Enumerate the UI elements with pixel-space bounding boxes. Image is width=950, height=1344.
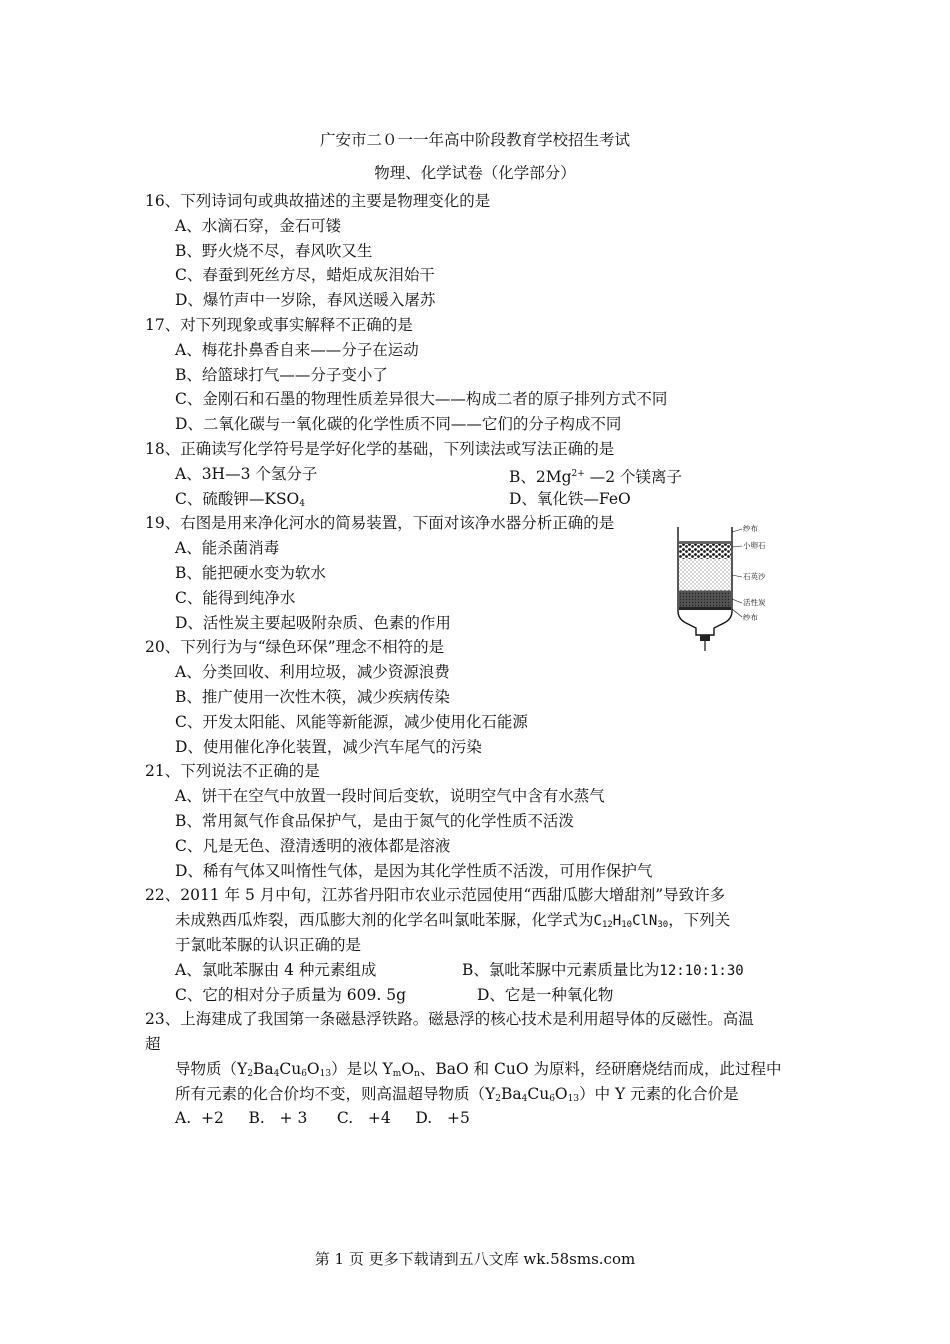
question-17-stem: 17、对下列现象或事实解释不正确的是 <box>145 315 413 334</box>
question-16-option-b: B、野火烧不尽，春风吹又生 <box>175 241 373 260</box>
question-23-stem-line-1: 23、上海建成了我国第一条磁悬浮铁路。磁悬浮的核心技术是利用超导体的反磁性。高温 <box>145 1010 754 1029</box>
question-23-options: A. +2 B. + 3 C. +4 D. +5 <box>175 1109 470 1128</box>
formula-subscript: 10 <box>621 920 633 931</box>
question-18-option-b <box>509 462 682 487</box>
question-20-option-a: A、分类回收、利用垃圾，减少资源浪费 <box>175 663 450 682</box>
formula-subscript: 6 <box>549 1093 555 1104</box>
formula-subscript: 13 <box>567 1093 580 1104</box>
question-21-stem: 21、下列说法不正确的是 <box>145 762 320 781</box>
question-22-stem-line-3: 于氯吡苯脲的认识正确的是 <box>175 935 362 954</box>
formula-subscript: 13 <box>319 1068 332 1079</box>
stem-text: 所有元素的化合价均不变，则高温超导物质（Y <box>175 1084 496 1103</box>
question-18-options-row-1 <box>145 462 805 487</box>
question-17-option-a: A、梅花扑鼻香自来——分子在运动 <box>175 340 419 359</box>
question-20-option-b: B、推广使用一次性木筷，减少疾病传染 <box>175 687 450 706</box>
question-21-option-c: C、凡是无色、澄清透明的液体都是溶液 <box>175 836 451 855</box>
question-21-option-d: D、稀有气体又叫惰性气体，是因为其化学性质不活泼，可用作保护气 <box>175 861 653 880</box>
question-23-stem-line-3 <box>145 1057 805 1082</box>
question-19-option-d: D、活性炭主要起吸附杂质、色素的作用 <box>175 613 451 632</box>
formula-subscript: 4 <box>299 498 305 509</box>
formula-cu: Cu <box>279 1059 302 1078</box>
stem-text: 、BaO 和 CuO 为原料，经研磨烧结而成，此过程中 <box>419 1059 782 1078</box>
stem-text: ）中 Y 元素的化合价是 <box>579 1084 739 1103</box>
question-22-option-d: D、它是一种氧化物 <box>477 985 614 1004</box>
formula-h: H <box>612 913 622 930</box>
page-title: 广安市二０一一年高中阶段教育学校招生考试 <box>319 131 630 149</box>
bottle-nozzle <box>700 635 710 641</box>
question-22-option-a: A、氯吡苯脲由 4 种元素组成 <box>175 960 377 979</box>
question-17-option-b: B、给篮球打气——分子变小了 <box>175 365 388 384</box>
question-19-stem: 19、右图是用来净化河水的简易装置，下面对该净水器分析正确的是 <box>145 514 615 533</box>
water-purifier-figure <box>670 523 780 653</box>
stem-text: 导物质（Y <box>175 1059 248 1078</box>
question-16-option-c: C、春蚕到死丝方尽，蜡炬成灰泪始干 <box>175 266 435 285</box>
question-22-option-b <box>462 958 744 983</box>
question-18-option-d: D、氧化铁—FeO <box>509 489 631 508</box>
formula-subscript: m <box>392 1068 402 1079</box>
question-22-stem-line-2 <box>145 908 805 933</box>
question-20-stem: 20、下列行为与“绿色环保”理念不相符的是 <box>145 638 445 657</box>
formula-o: O <box>401 1059 415 1078</box>
question-21-option-b: B、常用氮气作食品保护气，是由于氮气的化学性质不活泼 <box>175 811 574 830</box>
figure-label-pebbles: 小卵石 <box>743 541 766 550</box>
question-22-stem-line-1: 22、2011 年 5 月中旬，江苏省丹阳市农业示范园使用“西甜瓜膨大增甜剂”导致许多 <box>145 886 726 905</box>
formula-cu: Cu <box>527 1084 550 1103</box>
question-19-option-b: B、能把硬水变为软水 <box>175 563 326 582</box>
stem-text: 未成熟西瓜炸裂，西瓜膨大剂的化学名叫氯吡苯脲，化学式为 <box>175 911 594 930</box>
question-18-option-c <box>175 487 509 512</box>
formula-subscript: 4 <box>521 1093 528 1104</box>
charge-superscript: 2+ <box>571 468 585 479</box>
formula-o: O <box>554 1084 568 1103</box>
formula-ba: Ba <box>500 1084 522 1103</box>
figure-label-sand: 石英沙 <box>743 572 766 581</box>
formula-subscript: 2 <box>495 1093 501 1104</box>
gauze-top-layer <box>679 541 731 544</box>
question-19-option-a: A、能杀菌消毒 <box>175 539 280 558</box>
question-19-option-c: C、能得到纯净水 <box>175 588 296 607</box>
question-18-options-row-2 <box>145 487 805 512</box>
page-subtitle: 物理、化学试卷（化学部分） <box>374 164 576 182</box>
question-22-options-row-2 <box>145 983 805 1008</box>
question-list <box>145 189 805 1131</box>
question-20-option-c: C、开发太阳能、风能等新能源，减少使用化石能源 <box>175 712 528 731</box>
question-16-option-a: A、水滴石穿，金石可镂 <box>175 216 342 235</box>
formula-subscript: 6 <box>301 1068 307 1079</box>
formula-subscript: 30 <box>657 920 669 931</box>
stem-text: ）是以 Y <box>331 1059 393 1078</box>
sand-layer <box>679 559 731 591</box>
formula-ba: Ba <box>252 1059 274 1078</box>
question-16-option-d: D、爆竹声中一岁除，春风送暖入屠苏 <box>175 291 436 310</box>
gauze-bottom-layer <box>679 607 731 610</box>
stem-text: ，下列关 <box>668 911 731 930</box>
mass-ratio: 12:10:1:30 <box>659 962 744 979</box>
option-b-text: B、氯吡苯脲中元素质量比为 <box>462 960 660 979</box>
figure-label-gauze-top: 纱布 <box>743 524 758 533</box>
figure-label-carbon: 活性炭 <box>743 598 766 607</box>
formula-subscript: 4 <box>273 1068 280 1079</box>
question-17-option-d: D、二氧化碳与一氧化碳的化学性质不同——它们的分子构成不同 <box>175 415 622 434</box>
option-c-text: C、硫酸钾—KSO <box>175 489 300 508</box>
carbon-layer <box>679 591 731 607</box>
question-20-option-d: D、使用催化净化装置，减少汽车尾气的污染 <box>175 737 482 756</box>
option-b-meaning: —2 个镁离子 <box>584 467 683 486</box>
question-22-option-c: C、它的相对分子质量为 609. 5g <box>175 985 407 1004</box>
question-18-stem: 18、正确读写化学符号是学好化学的基础，下列读法或写法正确的是 <box>145 439 615 458</box>
option-b-text: B、2Mg <box>509 467 572 486</box>
question-21-option-a: A、饼干在空气中放置一段时间后变软，说明空气中含有水蒸气 <box>175 787 605 806</box>
question-23-stem-line-4 <box>145 1082 805 1107</box>
question-23-stem-line-2: 超 <box>145 1035 161 1054</box>
formula-c: C <box>593 913 602 930</box>
figure-label-gauze-bottom: 纱布 <box>743 613 758 622</box>
question-16-stem: 16、下列诗词句或典故描述的主要是物理变化的是 <box>145 192 491 210</box>
formula-cln: ClN <box>632 913 658 930</box>
formula-subscript: 2 <box>247 1068 253 1079</box>
chemical-formula <box>594 913 669 929</box>
pebble-layer <box>679 544 731 559</box>
formula-subscript: n <box>414 1068 420 1079</box>
question-22-options-row-1 <box>145 958 805 983</box>
page-footer: 第 1 页 更多下载请到五八文库 wk.58sms.com <box>314 1250 636 1268</box>
formula-o: O <box>306 1059 320 1078</box>
question-17-option-c: C、金刚石和石墨的物理性质差异很大——构成二者的原子排列方式不同 <box>175 390 668 409</box>
formula-subscript: 12 <box>601 920 613 931</box>
question-18-option-a: A、3H—3 个氢分子 <box>175 464 318 483</box>
